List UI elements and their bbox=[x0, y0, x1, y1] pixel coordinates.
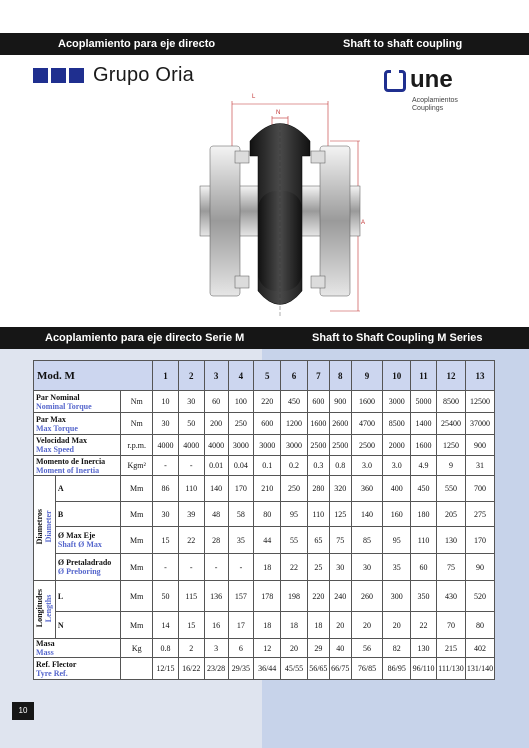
table-cell: 140 bbox=[351, 502, 383, 527]
table-cell: 56 bbox=[351, 639, 383, 658]
table-header-row bbox=[34, 361, 495, 391]
table-cell: 55 bbox=[281, 527, 308, 554]
table-cell: 430 bbox=[437, 581, 466, 612]
row-label bbox=[55, 527, 121, 554]
table-cell: 95 bbox=[383, 527, 411, 554]
model-col: 6 bbox=[281, 361, 308, 391]
table-cell: 3000 bbox=[281, 435, 308, 456]
table-cell: 70 bbox=[437, 612, 466, 639]
model-col: 9 bbox=[351, 361, 383, 391]
coupling-drawing bbox=[180, 86, 380, 321]
table-cell: 0.1 bbox=[254, 456, 281, 476]
table-cell: 0.04 bbox=[228, 456, 254, 476]
row-label-es: Ø Max Eje bbox=[57, 531, 96, 540]
table-cell: 60 bbox=[204, 391, 228, 413]
table-cell: 178 bbox=[254, 581, 281, 612]
table-cell: 75 bbox=[329, 527, 351, 554]
table-cell: 66/75 bbox=[329, 658, 351, 680]
table-cell: 110 bbox=[307, 502, 329, 527]
table-cell: 520 bbox=[465, 581, 494, 612]
table-cell: 90 bbox=[465, 554, 494, 581]
row-unit: Mm bbox=[121, 527, 153, 554]
table-cell: 14 bbox=[153, 612, 179, 639]
table-cell: 18 bbox=[254, 554, 281, 581]
table-cell: 80 bbox=[465, 612, 494, 639]
table-cell: 100 bbox=[228, 391, 254, 413]
table-row bbox=[34, 639, 495, 658]
table-cell: 170 bbox=[228, 476, 254, 502]
table-cell: 60 bbox=[411, 554, 437, 581]
table-cell: 20 bbox=[329, 612, 351, 639]
model-col: 1 bbox=[153, 361, 179, 391]
table-cell: 2500 bbox=[329, 435, 351, 456]
table-cell: 2500 bbox=[351, 435, 383, 456]
model-col: 10 bbox=[383, 361, 411, 391]
table-cell: 2 bbox=[178, 639, 204, 658]
table-cell: 5000 bbox=[411, 391, 437, 413]
group-label-en: Diameter bbox=[44, 511, 54, 543]
row-label-en: Max Torque bbox=[36, 423, 78, 433]
table-cell: 80 bbox=[254, 502, 281, 527]
table-cell: 130 bbox=[437, 527, 466, 554]
table-cell: 12 bbox=[254, 639, 281, 658]
table-cell: 240 bbox=[329, 581, 351, 612]
row-label bbox=[34, 456, 121, 476]
table-cell: - bbox=[153, 554, 179, 581]
table-cell: 0.8 bbox=[329, 456, 351, 476]
row-label bbox=[34, 639, 121, 658]
row-unit: r.p.m. bbox=[121, 435, 153, 456]
row-label bbox=[34, 391, 121, 413]
table-cell: 220 bbox=[254, 391, 281, 413]
group-label-es: Diametros bbox=[35, 509, 45, 545]
table-cell: 85 bbox=[351, 527, 383, 554]
row-label-es: Ref. Flector bbox=[36, 659, 77, 669]
table-cell: 25400 bbox=[437, 413, 466, 435]
table-cell: 600 bbox=[307, 391, 329, 413]
row-label-es: Momento de Inercia bbox=[36, 456, 106, 466]
table-cell: 125 bbox=[329, 502, 351, 527]
table-row bbox=[34, 476, 495, 502]
table-cell: 2000 bbox=[383, 435, 411, 456]
row-unit: Nm bbox=[121, 413, 153, 435]
table-cell: 250 bbox=[228, 413, 254, 435]
table-cell: 180 bbox=[411, 502, 437, 527]
row-label bbox=[55, 581, 121, 612]
table-cell: 22 bbox=[281, 554, 308, 581]
table-cell: - bbox=[153, 456, 179, 476]
row-label-es: Par Nominal bbox=[36, 392, 80, 402]
table-cell: 0.8 bbox=[153, 639, 179, 658]
table-cell: 200 bbox=[204, 413, 228, 435]
table-cell: 450 bbox=[411, 476, 437, 502]
table-cell: 75 bbox=[437, 554, 466, 581]
row-label bbox=[55, 612, 121, 639]
group-diameter bbox=[34, 476, 56, 581]
table-cell: 215 bbox=[437, 639, 466, 658]
table-cell: 136 bbox=[204, 581, 228, 612]
row-label-es: B bbox=[57, 509, 64, 519]
table-cell: 36/44 bbox=[254, 658, 281, 680]
table-row bbox=[34, 527, 495, 554]
table-cell: 25 bbox=[307, 554, 329, 581]
table-cell: 110 bbox=[411, 527, 437, 554]
table-cell: 900 bbox=[329, 391, 351, 413]
table-cell: 160 bbox=[383, 502, 411, 527]
table-cell: 4000 bbox=[178, 435, 204, 456]
table-cell: 20 bbox=[281, 639, 308, 658]
table-row bbox=[34, 612, 495, 639]
table-cell: 402 bbox=[465, 639, 494, 658]
row-label-es: Ø Pretaladrado bbox=[57, 558, 112, 567]
model-col: 4 bbox=[228, 361, 254, 391]
row-label bbox=[34, 413, 121, 435]
model-col: 8 bbox=[329, 361, 351, 391]
table-cell: 320 bbox=[329, 476, 351, 502]
table-cell: 10 bbox=[153, 391, 179, 413]
table-cell: 450 bbox=[281, 391, 308, 413]
table-cell: 3.0 bbox=[351, 456, 383, 476]
row-unit: Mm bbox=[121, 612, 153, 639]
une-logo-word: une bbox=[410, 66, 453, 93]
table-cell: 300 bbox=[383, 581, 411, 612]
table-cell: 45/55 bbox=[281, 658, 308, 680]
table-cell: 76/85 bbox=[351, 658, 383, 680]
row-label-en: Max Speed bbox=[36, 445, 74, 454]
table-cell: 18 bbox=[307, 612, 329, 639]
table-cell: 131/140 bbox=[465, 658, 494, 680]
table-cell: 15 bbox=[178, 612, 204, 639]
table-cell: 86/95 bbox=[383, 658, 411, 680]
row-unit: Kg bbox=[121, 639, 153, 658]
logo-square-icon bbox=[33, 68, 48, 83]
table-cell: 170 bbox=[465, 527, 494, 554]
dim-label-l: L bbox=[252, 94, 256, 100]
row-label-en: Mass bbox=[36, 648, 54, 657]
une-logo bbox=[384, 66, 484, 120]
table-cell: 65 bbox=[307, 527, 329, 554]
table-cell: 30 bbox=[351, 554, 383, 581]
table-cell: 400 bbox=[383, 476, 411, 502]
table-cell: 12/15 bbox=[153, 658, 179, 680]
oria-logo-text: Grupo Oria bbox=[93, 63, 194, 86]
row-label-es: N bbox=[57, 620, 64, 630]
table-cell: 4000 bbox=[204, 435, 228, 456]
table-cell: 275 bbox=[465, 502, 494, 527]
table-cell: 4.9 bbox=[411, 456, 437, 476]
header-title-es: Acoplamiento para eje directo bbox=[58, 38, 216, 50]
section-header-bar bbox=[0, 327, 529, 349]
table-cell: 44 bbox=[254, 527, 281, 554]
row-label-es: A bbox=[57, 484, 64, 493]
table-cell: 16/22 bbox=[178, 658, 204, 680]
table-cell: 20 bbox=[351, 612, 383, 639]
table-cell: 58 bbox=[228, 502, 254, 527]
table-cell: 210 bbox=[254, 476, 281, 502]
table-cell: 1600 bbox=[307, 413, 329, 435]
table-cell: 95 bbox=[281, 502, 308, 527]
table-cell: 23/28 bbox=[204, 658, 228, 680]
table-cell: 56/65 bbox=[307, 658, 329, 680]
table-cell: 360 bbox=[351, 476, 383, 502]
table-cell: 205 bbox=[437, 502, 466, 527]
table-cell: 1400 bbox=[411, 413, 437, 435]
table-cell: 30 bbox=[329, 554, 351, 581]
table-cell: 30 bbox=[153, 413, 179, 435]
table-cell: 35 bbox=[228, 527, 254, 554]
une-sub-en: Couplings bbox=[412, 105, 444, 112]
model-col: 11 bbox=[411, 361, 437, 391]
row-label bbox=[55, 554, 121, 581]
table-cell: 130 bbox=[411, 639, 437, 658]
table-cell: 140 bbox=[204, 476, 228, 502]
model-label: Mod. M bbox=[34, 361, 153, 391]
row-unit: Nm bbox=[121, 391, 153, 413]
section-title-en: Shaft to Shaft Coupling M Series bbox=[312, 332, 483, 344]
table-row bbox=[34, 554, 495, 581]
table-cell: - bbox=[228, 554, 254, 581]
table-cell: 30 bbox=[153, 502, 179, 527]
table-row bbox=[34, 391, 495, 413]
top-header-bar bbox=[0, 33, 529, 55]
une-sub-es: Acoplamientos bbox=[412, 97, 458, 104]
row-label bbox=[55, 476, 121, 502]
table-cell: 15 bbox=[153, 527, 179, 554]
table-cell: - bbox=[178, 456, 204, 476]
table-cell: 30 bbox=[178, 391, 204, 413]
row-label-es: Par Max bbox=[36, 414, 66, 424]
model-col: 5 bbox=[254, 361, 281, 391]
table-cell: 157 bbox=[228, 581, 254, 612]
table-cell: 22 bbox=[411, 612, 437, 639]
table-cell: 1600 bbox=[411, 435, 437, 456]
table-cell: 29/35 bbox=[228, 658, 254, 680]
row-label-en: Shaft Ø Max bbox=[57, 540, 102, 549]
table-cell: 700 bbox=[465, 476, 494, 502]
table-row bbox=[34, 502, 495, 527]
row-label-en: Nominal Torque bbox=[36, 401, 92, 411]
table-cell: 96/110 bbox=[411, 658, 437, 680]
table-cell: 18 bbox=[254, 612, 281, 639]
group-label-en: Lengths bbox=[44, 594, 54, 623]
table-row bbox=[34, 413, 495, 435]
table-cell: 20 bbox=[383, 612, 411, 639]
table-cell: - bbox=[204, 554, 228, 581]
table-cell: 900 bbox=[465, 435, 494, 456]
row-unit: Mm bbox=[121, 502, 153, 527]
table-cell: 600 bbox=[254, 413, 281, 435]
table-cell: 82 bbox=[383, 639, 411, 658]
logo-square-icon bbox=[69, 68, 84, 83]
table-cell: 550 bbox=[437, 476, 466, 502]
row-label-es: Masa bbox=[36, 639, 55, 648]
model-col: 13 bbox=[465, 361, 494, 391]
table-cell: 18 bbox=[281, 612, 308, 639]
table-cell: 250 bbox=[281, 476, 308, 502]
table-cell: 220 bbox=[307, 581, 329, 612]
row-unit: Mm bbox=[121, 476, 153, 502]
row-unit: Mm bbox=[121, 581, 153, 612]
table-cell: 3000 bbox=[383, 391, 411, 413]
table-cell: 110 bbox=[178, 476, 204, 502]
table-cell: 4700 bbox=[351, 413, 383, 435]
table-cell: 260 bbox=[351, 581, 383, 612]
model-col: 7 bbox=[307, 361, 329, 391]
header-title-en: Shaft to shaft coupling bbox=[343, 38, 463, 50]
table-cell: 17 bbox=[228, 612, 254, 639]
table-cell: 0.3 bbox=[307, 456, 329, 476]
table-cell: 0.01 bbox=[204, 456, 228, 476]
model-col: 12 bbox=[437, 361, 466, 391]
spec-table bbox=[33, 360, 495, 680]
row-label-en: Tyre Ref. bbox=[36, 668, 68, 678]
row-label bbox=[34, 658, 121, 680]
table-cell: 3000 bbox=[228, 435, 254, 456]
table-cell: 86 bbox=[153, 476, 179, 502]
table-cell: 12500 bbox=[465, 391, 494, 413]
table-cell: 2500 bbox=[307, 435, 329, 456]
group-length bbox=[34, 581, 56, 639]
table-cell: 0.2 bbox=[281, 456, 308, 476]
row-label-es: Velocidad Max bbox=[36, 436, 88, 445]
table-cell: 280 bbox=[307, 476, 329, 502]
table-cell: 3 bbox=[204, 639, 228, 658]
table-cell: 22 bbox=[178, 527, 204, 554]
table-cell: 111/130 bbox=[437, 658, 466, 680]
page-number: 10 bbox=[12, 702, 34, 720]
row-unit: Mm bbox=[121, 554, 153, 581]
table-cell: 35 bbox=[383, 554, 411, 581]
grupo-oria-logo bbox=[33, 63, 194, 87]
table-cell: 350 bbox=[411, 581, 437, 612]
table-cell: 50 bbox=[178, 413, 204, 435]
table-cell: 40 bbox=[329, 639, 351, 658]
row-label-en: Ø Preboring bbox=[57, 567, 101, 576]
group-label-es: Longitudes bbox=[35, 589, 45, 628]
table-cell: 8500 bbox=[437, 391, 466, 413]
table-cell: 48 bbox=[204, 502, 228, 527]
table-cell: - bbox=[178, 554, 204, 581]
table-cell: 9 bbox=[437, 456, 466, 476]
une-mark-icon bbox=[384, 70, 406, 92]
section-title-es: Acoplamiento para eje directo Serie M bbox=[45, 332, 245, 344]
table-cell: 8500 bbox=[383, 413, 411, 435]
table-row bbox=[34, 456, 495, 476]
table-cell: 1250 bbox=[437, 435, 466, 456]
table-cell: 16 bbox=[204, 612, 228, 639]
dim-label-a: A bbox=[361, 220, 366, 226]
table-cell: 29 bbox=[307, 639, 329, 658]
model-col: 3 bbox=[204, 361, 228, 391]
table-cell: 28 bbox=[204, 527, 228, 554]
table-cell: 3000 bbox=[254, 435, 281, 456]
logo-square-icon bbox=[51, 68, 66, 83]
dim-label-n: N bbox=[276, 110, 281, 116]
row-label-en: Moment of Inertia bbox=[36, 465, 100, 475]
table-cell: 1600 bbox=[351, 391, 383, 413]
table-cell: 198 bbox=[281, 581, 308, 612]
row-label bbox=[34, 435, 121, 456]
row-label bbox=[55, 502, 121, 527]
table-cell: 50 bbox=[153, 581, 179, 612]
table-cell: 1200 bbox=[281, 413, 308, 435]
table-cell: 3.0 bbox=[383, 456, 411, 476]
table-row bbox=[34, 435, 495, 456]
table-row bbox=[34, 581, 495, 612]
table-cell: 37000 bbox=[465, 413, 494, 435]
row-unit bbox=[121, 658, 153, 680]
table-cell: 31 bbox=[465, 456, 494, 476]
table-cell: 2600 bbox=[329, 413, 351, 435]
table-cell: 4000 bbox=[153, 435, 179, 456]
model-col: 2 bbox=[178, 361, 204, 391]
table-cell: 115 bbox=[178, 581, 204, 612]
table-row bbox=[34, 658, 495, 680]
row-unit: Kgm² bbox=[121, 456, 153, 476]
table-cell: 39 bbox=[178, 502, 204, 527]
row-label-es: L bbox=[57, 591, 64, 601]
table-cell: 6 bbox=[228, 639, 254, 658]
